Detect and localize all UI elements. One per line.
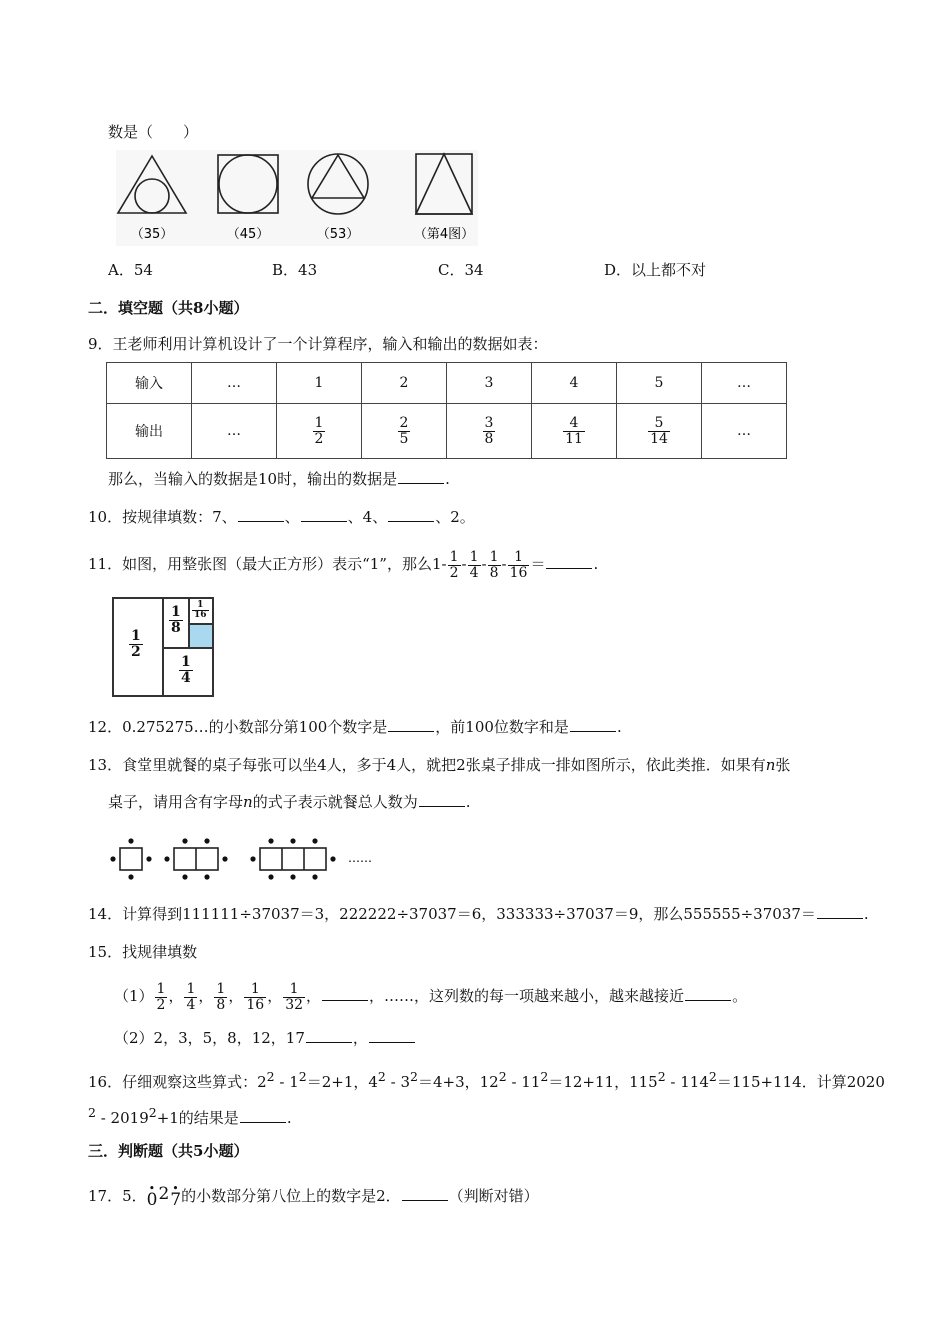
input-label: 输入 (107, 363, 192, 404)
output-cell: … (702, 404, 787, 459)
input-row (107, 363, 787, 404)
ellipsis: …… (348, 851, 372, 865)
output-cell: $\frac{3}{8}$ (447, 404, 532, 459)
answer-blank[interactable] (238, 507, 284, 522)
q15-part2: （2）2，3，5，8，12，17 ， (114, 1028, 416, 1048)
q10-text: 10．按规律填数：7、 、 、4、 、2。 (88, 508, 475, 526)
label-quarter: $\frac{1}{4}$ (181, 654, 191, 686)
input-cell: 4 (532, 363, 617, 404)
q15-part1: （1） $\frac{1}{2}$ ， $\frac{1}{4}$ ， $\frac{1}{8}$ ， $\frac{1}{16}$ ， $\frac{1}{32}$ ， ，……，这列数的每一项越来越小，越来越接近 。 (114, 980, 748, 1013)
figure-label-4: （第4图） (413, 227, 475, 242)
q17-text: 17．5．• 02• 7的小数部分第八位上的数字是2． （判断对错） (88, 1184, 539, 1210)
divider (164, 647, 212, 649)
answer-blank[interactable] (240, 1108, 286, 1123)
answer-blank[interactable] (685, 986, 731, 1001)
output-cell: $\frac{2}{5}$ (362, 404, 447, 459)
repeat-dot-digit: • 0 (147, 1190, 158, 1210)
output-label: 输出 (107, 404, 192, 459)
input-cell: 2 (362, 363, 447, 404)
q14-text: 14．计算得到111111÷37037＝3，222222÷37037＝6，333333÷37037＝9，那么555555÷37037＝ . (88, 905, 869, 923)
q16-line2: $^2 - 2019^2+1$的结果是 . (88, 1105, 292, 1127)
q16-line1: 16．仔细观察这些算式：$2^2 - 1^2=2+1$，$4^2 - 3^2=4+3$，$12^2 - 11^2=12+11$，$115^2 - 114^2=115+114$．计算2020 (88, 1069, 885, 1091)
output-cell: $\frac{4}{11}$ (532, 404, 617, 459)
shaded-region (190, 625, 212, 647)
q11-text: 11．如图，用整张图（最大正方形）表示“1”，那么1- $\frac{1}{2}$ - $\frac{1}{4}$ - $\frac{1}{8}$ - $\frac{1}{16}$ ＝ . (88, 548, 599, 581)
answer-blank[interactable] (419, 792, 465, 807)
input-cell: 3 (447, 363, 532, 404)
answer-blank[interactable] (546, 554, 592, 569)
output-cell: $\frac{5}{14}$ (617, 404, 702, 459)
input-cell: … (702, 363, 787, 404)
q12-text: 12．0.275275…的小数部分第100个数字是 ，前100位数字和是 . (88, 718, 622, 736)
label-sixteenth: $\frac{1}{16}$ (194, 599, 207, 620)
answer-blank[interactable] (388, 717, 434, 732)
section-title-fill-in: 二．填空题（共8小题） (88, 299, 249, 317)
q8-stem-tail: 数是（ ） (108, 123, 199, 141)
output-cell: $\frac{1}{2}$ (277, 404, 362, 459)
answer-blank[interactable] (369, 1028, 415, 1043)
option-b: B．43 (272, 261, 318, 279)
option-d: D．以上都不对 (604, 261, 707, 279)
figure-label-2: （45） (226, 227, 270, 242)
input-cell: … (192, 363, 277, 404)
answer-blank[interactable] (322, 986, 368, 1001)
input-cell: 5 (617, 363, 702, 404)
q9-follow: 那么，当输入的数据是10时，输出的数据是 . (108, 470, 450, 488)
answer-blank[interactable] (402, 1186, 448, 1201)
q8-figure (116, 150, 478, 250)
answer-blank[interactable] (398, 469, 444, 484)
option-a: A．54 (108, 261, 153, 279)
repeat-dot-digit: • 7 (170, 1190, 181, 1210)
q13-tables-figure (108, 836, 388, 882)
q13-line2: 桌子，请用含有字母n的式子表示就餐总人数为 . (108, 793, 471, 811)
answer-blank[interactable] (388, 507, 434, 522)
q11-square-figure (112, 597, 214, 697)
figure-label-3: （53） (316, 227, 360, 242)
label-half: $\frac{1}{2}$ (131, 628, 141, 660)
answer-blank[interactable] (570, 717, 616, 732)
output-row (107, 404, 787, 459)
q15-title: 15．找规律填数 (88, 943, 198, 961)
io-table (106, 362, 787, 459)
q13-line1: 13．食堂里就餐的桌子每张可以坐4人，多于4人，就把2张桌子排成一排如图所示，依此类推．如果有n张 (88, 756, 791, 774)
q9-text: 9．王老师利用计算机设计了一个计算程序，输入和输出的数据如表： (88, 335, 548, 353)
section-title-judgement: 三．判断题（共5小题） (88, 1142, 249, 1160)
answer-blank[interactable] (306, 1028, 352, 1043)
input-cell: 1 (277, 363, 362, 404)
figure-label-1: （35） (130, 227, 174, 242)
label-eighth: $\frac{1}{8}$ (171, 604, 181, 636)
option-c: C．34 (438, 261, 484, 279)
answer-blank[interactable] (817, 904, 863, 919)
answer-blank[interactable] (301, 507, 347, 522)
output-cell: … (192, 404, 277, 459)
